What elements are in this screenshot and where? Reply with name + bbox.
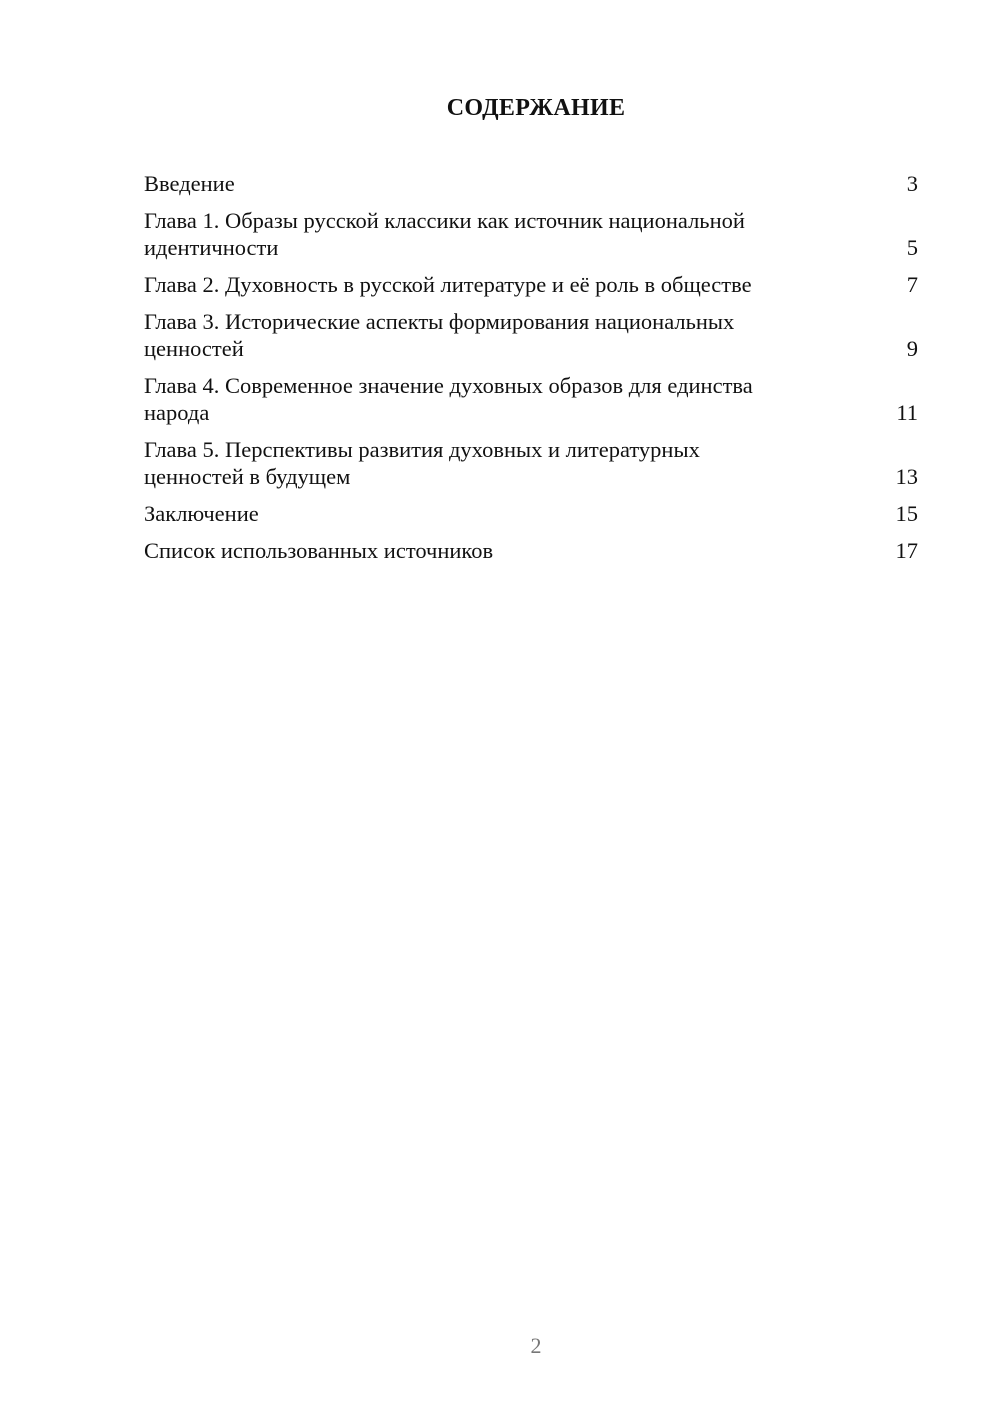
toc-entry-label: Список использованных источников (144, 538, 494, 563)
toc-entry-label: Введение (144, 171, 235, 196)
toc-entry-chapter-5 (144, 436, 918, 490)
toc-entry-conclusion (144, 500, 918, 527)
toc-entry-page: 5 (906, 235, 918, 260)
toc-entry-label: Глава 4. Современное значение духовных образов для единства народа (144, 373, 753, 425)
toc-entry-references (144, 537, 918, 564)
toc-entry-label: Заключение (144, 501, 259, 526)
toc-entry-chapter-2 (144, 271, 918, 298)
toc-entry-introduction (144, 170, 918, 197)
page-number: 2 (530, 1333, 542, 1358)
toc-entry-page: 15 (895, 501, 918, 526)
toc-entry-chapter-1 (144, 207, 918, 261)
toc-entry-page: 7 (906, 272, 918, 297)
toc-entry-label: Глава 2. Духовность в русской литературе и её роль в обществе (144, 272, 752, 297)
toc-entry-label: Глава 1. Образы русской классики как источник национальной идентичности (144, 208, 745, 260)
table-of-contents (144, 170, 918, 574)
toc-entry-chapter-4 (144, 372, 918, 426)
toc-entry-page: 9 (906, 336, 918, 361)
toc-entry-page: 17 (895, 538, 918, 563)
toc-entry-page: 13 (895, 464, 918, 489)
toc-entry-label: Глава 5. Перспективы развития духовных и литературных ценностей в будущем (144, 437, 700, 489)
toc-entry-page: 3 (906, 171, 918, 196)
toc-entry-page: 11 (896, 400, 918, 425)
toc-entry-label: Глава 3. Исторические аспекты формирования национальных ценностей (144, 309, 735, 361)
toc-entry-chapter-3 (144, 308, 918, 362)
toc-title: СОДЕРЖАНИЕ (446, 95, 626, 121)
